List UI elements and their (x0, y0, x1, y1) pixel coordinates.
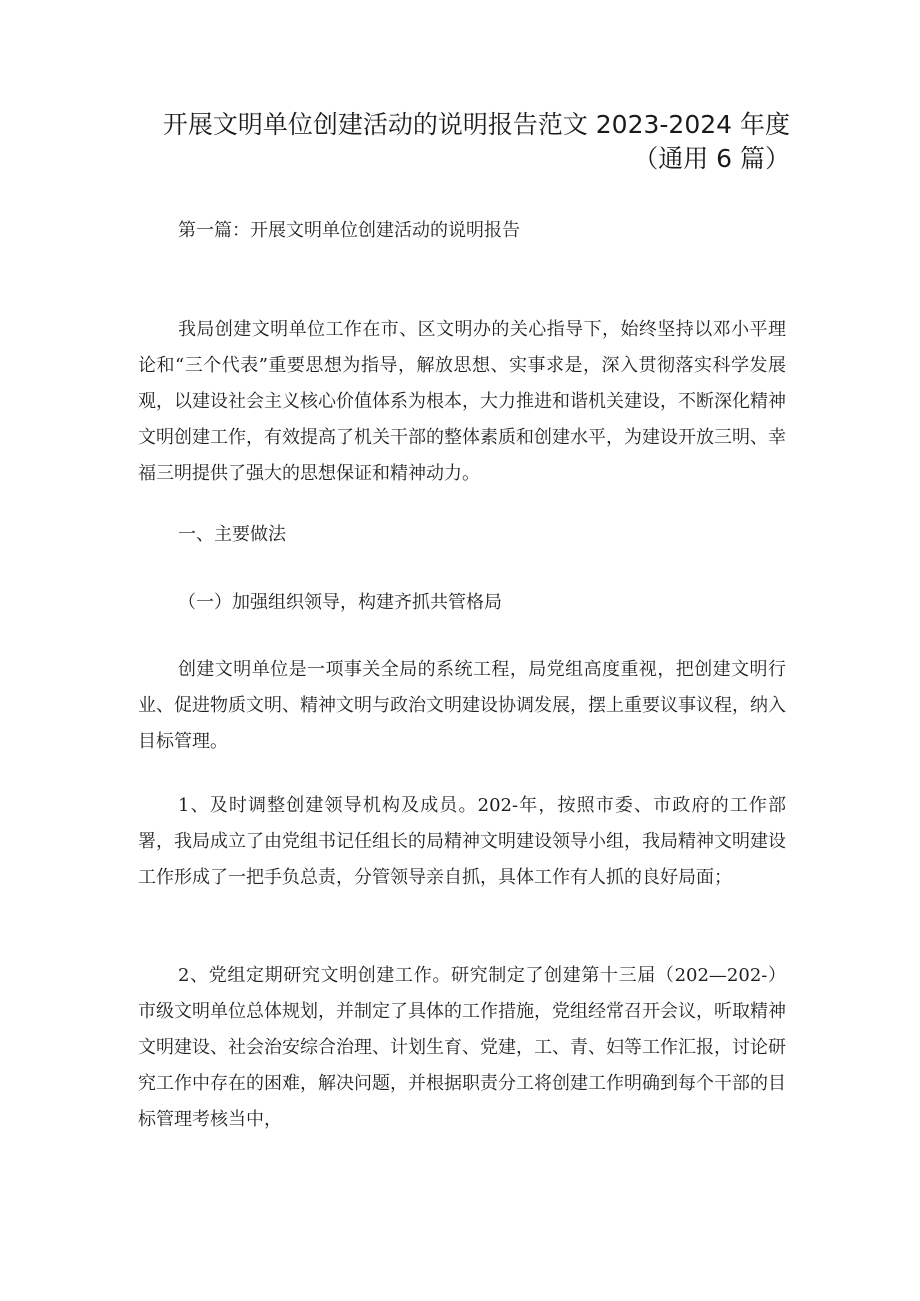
paragraph-civilized-unit-project: 创建文明单位是一项事关全局的系统工程，局党组高度重视，把创建文明行业、促进物质文明、精神文明与政治文明建设协调发展，摆上重要议事议程，纳入目标管理。 (138, 659, 786, 752)
paragraph-adjust-leadership: 1、及时调整创建领导机构及成员。202-年，按照市委、市政府的工作部署，我局成立了由党组书记任组长的局精神文明建设领导小组，我局精神文明建设工作形成了一把手负总责，分管领导亲自抓，具体工作有人抓的良好局面； (138, 795, 786, 888)
document-title-line-1: 开展文明单位创建活动的说明报告范文 2023-2024 年度 (162, 110, 790, 139)
document-title (120, 108, 790, 176)
subheading-organization-leadership: （一）加强组织领导，构建齐抓共管格局 (178, 592, 502, 613)
paragraph-party-group-research: 2、党组定期研究文明创建工作。研究制定了创建第十三届（202—202-）市级文明单位总体规划，并制定了具体的工作措施，党组经常召开会议，听取精神文明建设、社会治安综合治理、计划生育、党建，工、青、妇等工作汇报，讨论研究工作中存在的困难，解决问题，并根据职责分工将创建工作明确到每个干部的目标管理考核当中， (138, 965, 786, 1130)
section-title: 第一篇：开展文明单位创建活动的说明报告 (178, 220, 520, 241)
intro-paragraph: 我局创建文明单位工作在市、区文明办的关心指导下，始终坚持以邓小平理论和“三个代表”重要思想为指导，解放思想、实事求是，深入贯彻落实科学发展观，以建设社会主义核心价值体系为根本，大力推进和谐机关建设，不断深化精神文明创建工作，有效提高了机关干部的整体素质和创建水平，为建设开放三明、幸福三明提供了强大的思想保证和精神动力。 (138, 319, 786, 484)
heading-main-practices: 一、主要做法 (178, 524, 286, 545)
document-title-line-2: （通用 6 篇） (633, 144, 790, 173)
